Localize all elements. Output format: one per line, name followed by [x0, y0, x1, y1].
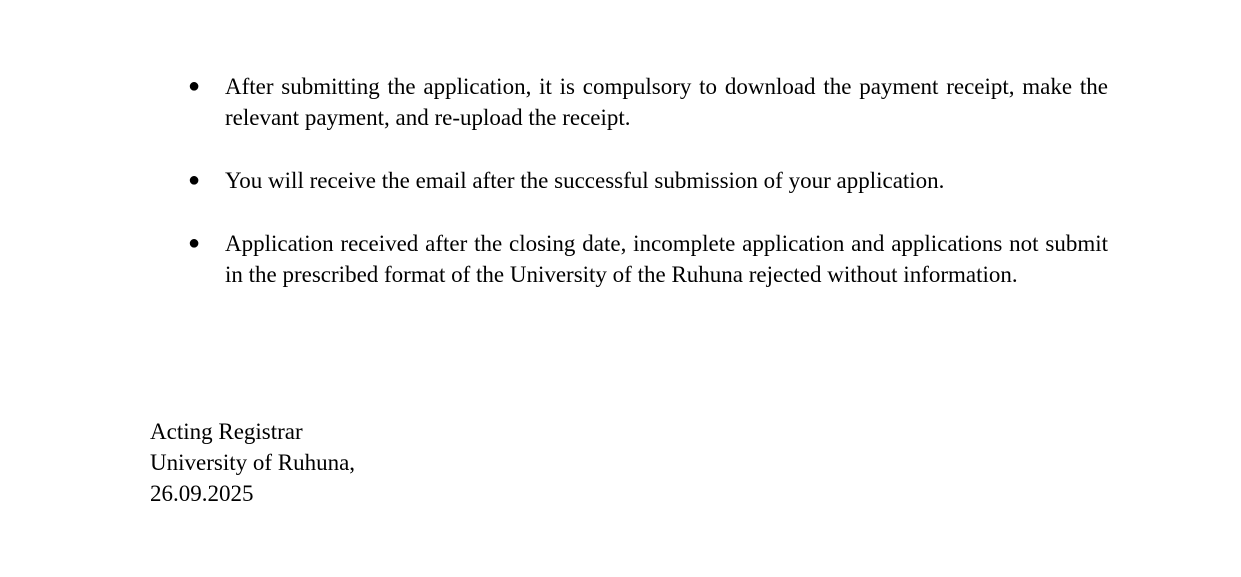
signatory-title: Acting Registrar [150, 419, 303, 444]
list-item-text: You will receive the email after the successful submission of your application. [225, 168, 945, 193]
bullet-icon: ● [188, 169, 201, 191]
list-item-text: Application received after the closing date, incomplete application and applications not submit in the prescribed format of the University of the Ruhuna rejected without information. [225, 231, 1108, 287]
list-item [186, 228, 1108, 290]
bullet-icon: ● [188, 232, 201, 254]
list-item [186, 71, 1108, 133]
list-item-text: After submitting the application, it is compulsory to download the payment receipt, make the relevant payment, and re-upload the receipt. [225, 74, 1108, 130]
signature-block [150, 416, 355, 509]
institution-name: University of Ruhuna, [150, 450, 356, 475]
list-item [186, 165, 1108, 196]
instructions-list [186, 71, 1108, 290]
signature-date: 26.09.2025 [150, 481, 254, 506]
bullet-icon: ● [188, 75, 201, 97]
